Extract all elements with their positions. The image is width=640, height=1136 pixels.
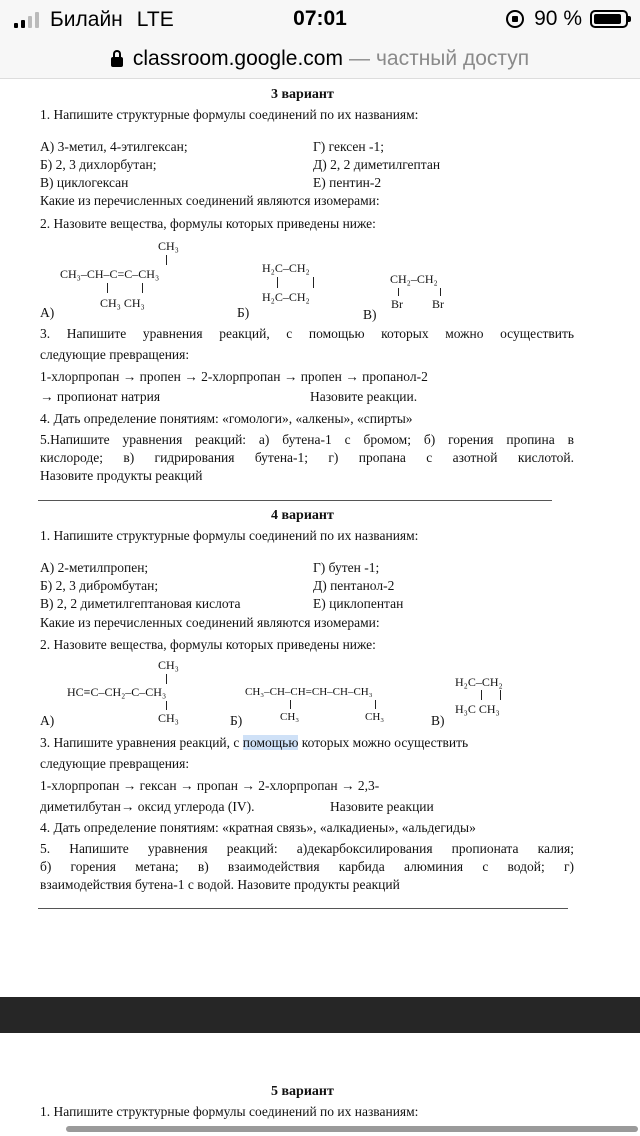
address-bar[interactable] bbox=[0, 40, 640, 79]
v4-question-3-line2: следующие превращения: bbox=[40, 756, 190, 771]
v3-question-3-chain: 1-хлорпропан → пропен → 2-хлорпропан → пропен → пропанол-2 bbox=[40, 369, 428, 384]
v3-question-3-chain-end: → пропионат натрия bbox=[40, 389, 161, 404]
v4-formula-v-top: H₂C–CH₂ bbox=[455, 675, 503, 689]
v4-question-1: 1. Напишите структурные формулы соединений по их названиям: bbox=[40, 528, 419, 543]
document-page-2 bbox=[0, 1033, 640, 1136]
v3-formula-v-label: В) bbox=[363, 307, 377, 322]
horizontal-scrollbar[interactable] bbox=[66, 1126, 638, 1132]
v3-item-g: Г) гексен -1; bbox=[313, 139, 384, 154]
v3-item-a: А) 3-метил, 4-этилгексан; bbox=[40, 139, 188, 154]
document-page bbox=[0, 79, 640, 997]
v3-item-b: Б) 2, 3 дихлорбутан; bbox=[40, 157, 157, 172]
variant-3-title: 3 вариант bbox=[271, 87, 334, 102]
v4-question-5-line3: взаимодействия бутена-1 с водой. Назовите продукты реакций bbox=[40, 877, 400, 892]
v3-formula-b-bottom: H₂C–CH₂ bbox=[262, 290, 310, 304]
v4-formula-a-top: CH₃ bbox=[158, 658, 179, 672]
v3-formula-b-label: Б) bbox=[237, 305, 250, 320]
v3-question-3-name: Назовите реакции. bbox=[310, 389, 418, 404]
battery-area bbox=[506, 7, 628, 31]
url-host: classroom.google.com bbox=[132, 47, 343, 70]
v4-question-3-part2: которых можно осуществить bbox=[298, 735, 469, 750]
v4-item-v: В) 2, 2 диметилгептановая кислота bbox=[40, 596, 241, 611]
v4-formula-b-branch2: CH₃ bbox=[365, 711, 385, 723]
v4-question-4: 4. Дать определение понятиям: «кратная связь», «алкадиены», «альдегиды» bbox=[40, 820, 476, 835]
section-divider bbox=[38, 500, 552, 501]
v4-formula-a-label: А) bbox=[40, 713, 55, 728]
page-gap bbox=[0, 997, 640, 1033]
v3-item-e: Е) пентин-2 bbox=[313, 175, 382, 190]
v4-formula-v-label: В) bbox=[431, 713, 445, 728]
v4-question-5-line2: б) горения метана; в) взаимодействия карбида алюминия с водой; г) bbox=[40, 859, 574, 874]
v4-question-3-chain: 1-хлорпропан → гексан → пропан → 2-хлорпропан → 2,3- bbox=[40, 778, 380, 793]
v4-isomers-question: Какие из перечисленных соединений являются изомерами: bbox=[40, 615, 380, 630]
v3-question-5-line1: 5.Напишите уравнения реакций: а) бутена-1 с бромом; б) горения пропина в bbox=[40, 432, 574, 447]
v4-question-2: 2. Назовите вещества, формулы которых приведены ниже: bbox=[40, 637, 376, 652]
v3-question-5-line2: кислороде; в) гидрирования бутена-1; г) пропана с азотной кислотой. bbox=[40, 450, 574, 465]
variant-5-title: 5 вариант bbox=[271, 1084, 334, 1099]
carrier-name: Билайн bbox=[50, 8, 123, 31]
v5-question-1: 1. Напишите структурные формулы соединений по их названиям: bbox=[40, 1104, 419, 1119]
v3-question-5-line3: Назовите продукты реакций bbox=[40, 468, 203, 483]
v4-item-e: Е) циклопентан bbox=[313, 596, 404, 611]
clock: 07:01 bbox=[293, 7, 347, 30]
v3-item-v: В) циклогексан bbox=[40, 175, 129, 190]
v4-item-d: Д) пентанол-2 bbox=[313, 578, 395, 593]
v3-formula-b-top: H₂C–CH₂ bbox=[262, 261, 310, 275]
v3-formula-v-br1: Br bbox=[391, 297, 403, 311]
status-bar bbox=[0, 0, 640, 40]
v4-item-g: Г) бутен -1; bbox=[313, 560, 380, 575]
v4-formula-b-main: CH₃–CH–CH=CH–CH–CH₃ bbox=[245, 686, 373, 698]
private-mode-label: частный доступ bbox=[375, 47, 530, 70]
v4-formula-a-main: HC≡C–CH₂–C–CH₃ bbox=[67, 685, 167, 699]
v4-formula-v-bottom: H₃C CH₃ bbox=[455, 702, 500, 716]
v4-question-3-line1 bbox=[40, 735, 468, 751]
variant-4-title: 4 вариант bbox=[271, 508, 334, 523]
v4-item-a: А) 2-метилпропен; bbox=[40, 560, 149, 575]
v3-question-2: 2. Назовите вещества, формулы которых приведены ниже: bbox=[40, 216, 376, 231]
v3-formula-a-label: А) bbox=[40, 305, 55, 320]
v3-formula-v-top: CH₂–CH₂ bbox=[390, 272, 438, 286]
v4-question-3-name: Назовите реакции bbox=[330, 799, 434, 814]
lock-icon bbox=[111, 57, 123, 67]
v3-formula-a-main: CH₃–CH–C=C–CH₃ bbox=[60, 267, 160, 281]
battery-percent: 90 % bbox=[534, 7, 582, 30]
network-type: LTE bbox=[136, 8, 174, 31]
v3-item-d: Д) 2, 2 диметилгептан bbox=[313, 157, 441, 172]
v4-formula-a-bottom: CH₃ bbox=[158, 711, 179, 725]
v3-formula-a-top: CH₃ bbox=[158, 239, 179, 253]
url-separator: — bbox=[348, 47, 370, 70]
v3-question-3-line2: следующие превращения: bbox=[40, 347, 190, 362]
v3-question-4: 4. Дать определение понятиям: «гомологи», «алкены», «спирты» bbox=[40, 411, 413, 426]
v4-formula-b-label: Б) bbox=[230, 713, 243, 728]
v3-question-3-line1: 3. Напишите уравнения реакций, с помощью которых можно осуществить bbox=[40, 326, 574, 341]
selected-text-highlight[interactable]: помощью bbox=[242, 735, 299, 750]
v4-item-b: Б) 2, 3 дибромбутан; bbox=[40, 578, 159, 593]
v4-question-3-part1: 3. Напишите уравнения реакций, с bbox=[40, 735, 243, 750]
v3-question-1: 1. Напишите структурные формулы соединений по их названиям: bbox=[40, 107, 419, 122]
v3-formula-v-br2: Br bbox=[432, 297, 444, 311]
v4-question-5-line1: 5. Напишите уравнения реакций: а)декарбоксилирования пропионата калия; bbox=[40, 841, 574, 856]
v3-isomers-question: Какие из перечисленных соединений являются изомерами: bbox=[40, 193, 380, 208]
orientation-lock-icon bbox=[506, 10, 524, 28]
v4-question-3-chain-end: диметилбутан→ оксид углерода (IV). bbox=[40, 799, 255, 814]
battery-icon bbox=[590, 10, 628, 28]
section-divider bbox=[38, 908, 568, 909]
v3-formula-a-bottom: CH₃ CH₃ bbox=[100, 296, 145, 310]
v4-formula-b-branch1: CH₃ bbox=[280, 711, 300, 723]
